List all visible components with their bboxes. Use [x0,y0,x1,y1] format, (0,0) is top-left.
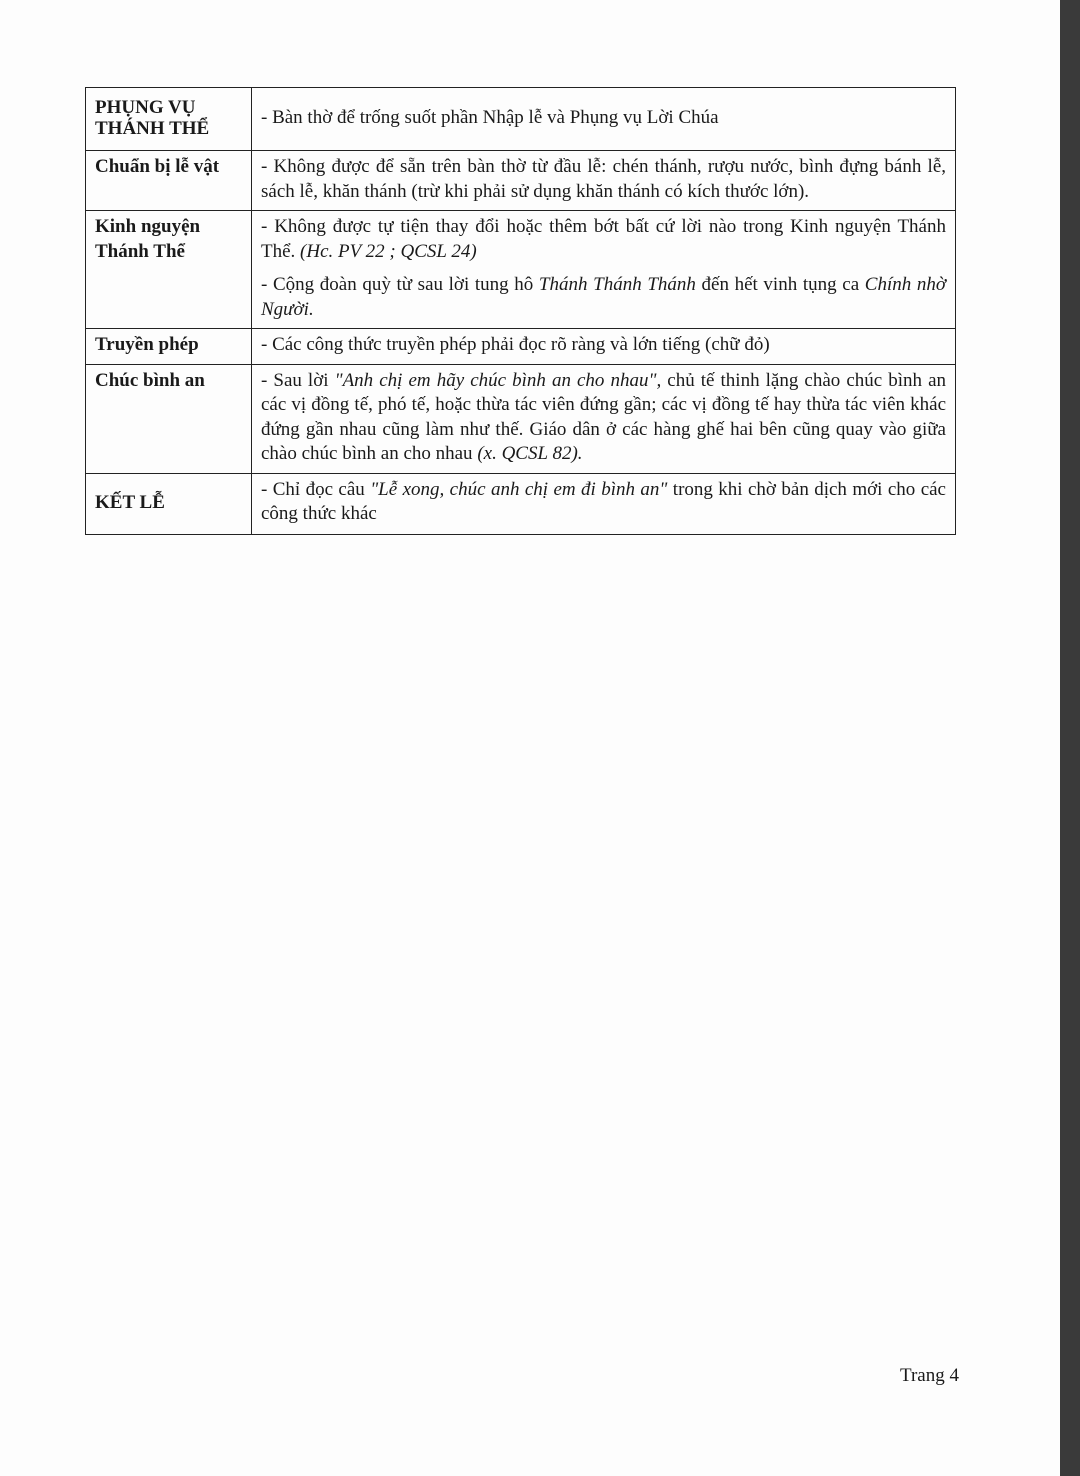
row-content [252,211,956,329]
row-content [252,364,956,473]
citation: (x. QCSL 82). [477,443,583,464]
row-text: - Không được tự tiện thay đổi hoặc thêm bớt bất cứ lời nào trong Kinh nguyện Thánh Thể. [261,216,946,262]
row-label: PHỤNG VỤ THÁNH THỂ [86,88,252,151]
row-label: Chuẩn bị lễ vật [86,151,252,211]
liturgy-rules-table [85,87,956,535]
row-paragraph [261,369,946,467]
row-paragraph [261,273,946,322]
table-row [86,211,956,329]
citation: (Hc. PV 22 ; QCSL 24) [300,240,477,262]
table-row [86,364,956,473]
italic-phrase: "Anh chị em hãy chúc bình an cho nhau", [334,369,662,391]
row-content [252,88,956,151]
row-text: - Bàn thờ để trống suốt phần Nhập lễ và Phụng vụ Lời Chúa [261,106,719,128]
row-paragraph [261,478,946,527]
screen-edge-bar [1060,0,1080,1476]
row-content [252,329,956,365]
italic-phrase: "Lễ xong, chúc anh chị em đi bình an" [370,478,668,500]
row-text: - Không được để sẵn trên bàn thờ từ đầu lễ: chén thánh, rượu nước, bình đựng bánh lễ, sách lễ, khăn thánh (trừ khi phải sử dụng khăn thánh có kích thước lớn). [261,156,946,202]
page-number: Trang 4 [900,1365,959,1386]
row-text: chủ tế thinh lặng chào chúc bình an các vị đồng tế, phó tế, hoặc thừa tác viên đứng gần; các vị đồng tế hay thừa tác viên khác đứng gần nhau cũng làm như thế. Giáo dân ở các hàng ghế hai bên cũng quay vào giữa chào chúc bình an cho nhau [261,369,946,464]
row-label: Chúc bình an [86,364,252,473]
table-row [86,88,956,151]
row-content [252,151,956,211]
row-text: - Chỉ đọc câu [261,478,371,500]
row-label: KẾT LỄ [86,473,252,534]
row-text: trong khi chờ bản dịch mới cho các công thức khác [261,478,946,524]
row-content [252,473,956,534]
table-row [86,329,956,365]
row-paragraph [261,215,946,264]
row-label: Kinh nguyện Thánh Thể [86,211,252,329]
row-text: - Sau lời [261,369,335,391]
row-text: đến hết vinh tụng ca [695,274,865,295]
row-label: Truyền phép [86,329,252,365]
italic-phrase: Thánh Thánh Thánh [538,274,696,295]
table-row [86,473,956,534]
table-row [86,151,956,211]
row-text: - Cộng đoàn quỳ từ sau lời tung hô [261,274,539,295]
italic-phrase: Chính nhờ Người. [261,274,946,320]
row-text: - Các công thức truyền phép phải đọc rõ ràng và lớn tiếng (chữ đỏ) [261,334,770,355]
